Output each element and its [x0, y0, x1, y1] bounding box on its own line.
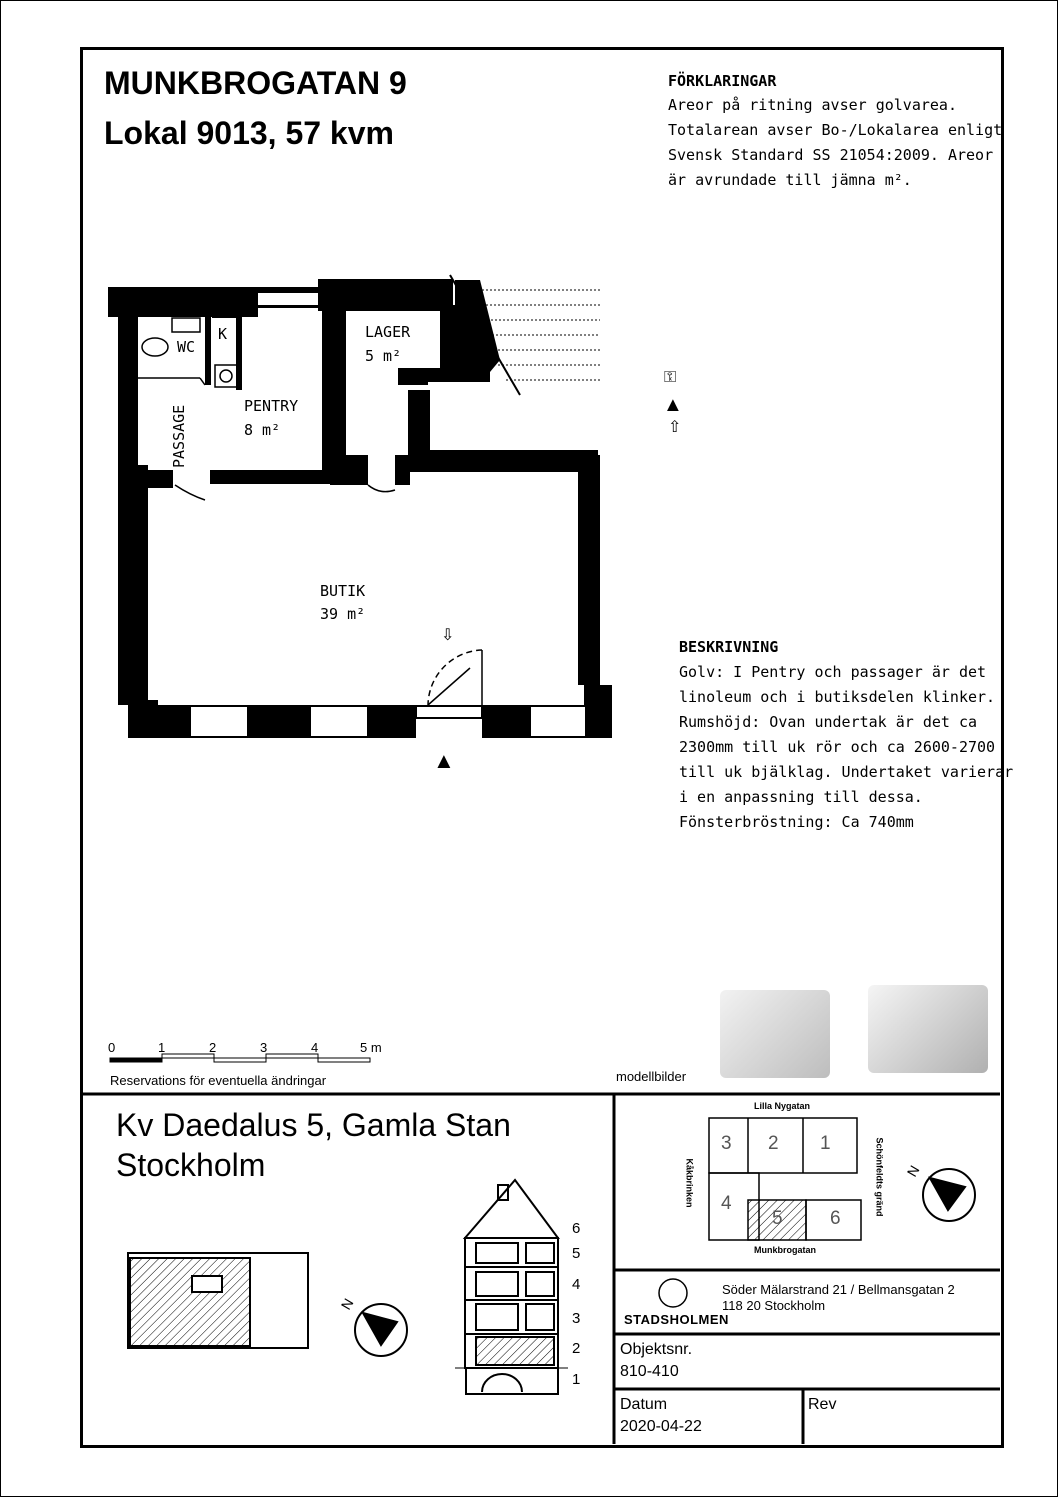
street-label: Munkbrogatan: [754, 1245, 816, 1255]
reservation-note: Reservations för eventuella ändringar: [110, 1073, 327, 1088]
objekt-value: 810-410: [620, 1363, 679, 1380]
legend-line: Svensk Standard SS 21054:2009. Areor: [668, 146, 994, 164]
description-line: linoleum och i butiksdelen klinker.: [679, 688, 996, 706]
pentry-label: PENTRY: [244, 397, 299, 415]
description-title: BESKRIVNING: [679, 638, 779, 656]
legend-title: FÖRKLARINGAR: [668, 72, 777, 90]
lager-area: 5 m²: [365, 347, 402, 365]
scale-bar: [110, 1054, 370, 1062]
scale-label: 4: [311, 1040, 319, 1055]
description-line: Rumshöjd: Ovan undertak är det ca: [679, 713, 978, 731]
datum-label: Datum: [620, 1396, 668, 1413]
location-plan: [128, 1253, 308, 1348]
block-title: Kv Daedalus 5, Gamla Stan: [116, 1107, 511, 1143]
scale-label: 1: [158, 1040, 166, 1055]
street-label: Lilla Nygatan: [754, 1101, 811, 1111]
entrance-arrow-icon: ▲: [433, 748, 455, 773]
floor-number: 3: [572, 1310, 581, 1327]
description-line: 2300mm till uk rör och ca 2600-2700: [679, 738, 996, 756]
entrance-door-icon: ⇩: [441, 627, 455, 644]
description-line: Golv: I Pentry och passager är det: [679, 663, 987, 681]
model-caption: modellbilder: [616, 1069, 687, 1084]
city-title: Stockholm: [116, 1147, 266, 1183]
model-image: [720, 990, 830, 1078]
lot-number: 3: [721, 1133, 732, 1154]
rev-label: Rev: [808, 1396, 837, 1413]
lot-number: 6: [830, 1208, 841, 1229]
pentry-area: 8 m²: [244, 421, 281, 439]
floor-number: 1: [572, 1371, 581, 1388]
unit-title: Lokal 9013, 57 kvm: [104, 115, 394, 151]
floor-number: 5: [572, 1245, 581, 1262]
datum-value: 2020-04-22: [620, 1418, 702, 1435]
description-line: till uk bjälklag. Undertaket varierar: [679, 763, 1014, 781]
scale-label: 3: [260, 1040, 268, 1055]
floor-number: 4: [572, 1276, 581, 1293]
k-label: K: [218, 325, 228, 343]
north-label: N: [337, 1295, 357, 1313]
legend-line: Areor på ritning avser golvarea.: [668, 96, 957, 114]
floor-number: 2: [572, 1340, 581, 1357]
street-label: Kåkbrinken: [684, 1158, 695, 1208]
lot-number: 5: [772, 1208, 783, 1229]
description-line: Fönsterbröstning: Ca 740mm: [679, 813, 914, 831]
address-title: MUNKBROGATAN 9: [104, 65, 407, 101]
key-icon: ⚿: [664, 369, 677, 386]
butik-label: BUTIK: [320, 582, 366, 600]
building-section: [455, 1180, 568, 1394]
description-line: i en anpassning till dessa.: [679, 788, 923, 806]
scale-label: 5 m: [360, 1040, 382, 1055]
passage-label: PASSAGE: [170, 404, 188, 468]
lager-label: LAGER: [365, 323, 411, 341]
legend-line: är avrundade till jämna m².: [668, 171, 912, 189]
logo-seal: [659, 1279, 687, 1307]
legend-line: Totalarean avser Bo-/Lokalarea enligt: [668, 121, 1003, 139]
north-label: N: [903, 1162, 923, 1180]
company-name: STADSHOLMEN: [624, 1312, 729, 1327]
company-address: Söder Mälarstrand 21 / Bellmansgatan 2: [722, 1282, 955, 1297]
house-arrow-icon: ⇧: [668, 419, 682, 436]
wc-label: WC: [177, 338, 196, 356]
company-city: 118 20 Stockholm: [722, 1298, 826, 1313]
butik-area: 39 m²: [320, 605, 366, 623]
floor-number: 6: [572, 1220, 581, 1237]
description-text: [679, 660, 1013, 835]
street-label: Schönfeldts gränd: [874, 1137, 885, 1217]
lot-number: 1: [820, 1133, 831, 1154]
lot-number: 2: [768, 1133, 779, 1154]
objekt-label: Objektsnr.: [620, 1341, 693, 1358]
lot-number: 4: [721, 1193, 732, 1214]
entrance-arrow-icon: ▲: [663, 394, 683, 416]
model-image: [868, 985, 988, 1073]
scale-label: 0: [108, 1040, 116, 1055]
scale-label: 2: [209, 1040, 217, 1055]
